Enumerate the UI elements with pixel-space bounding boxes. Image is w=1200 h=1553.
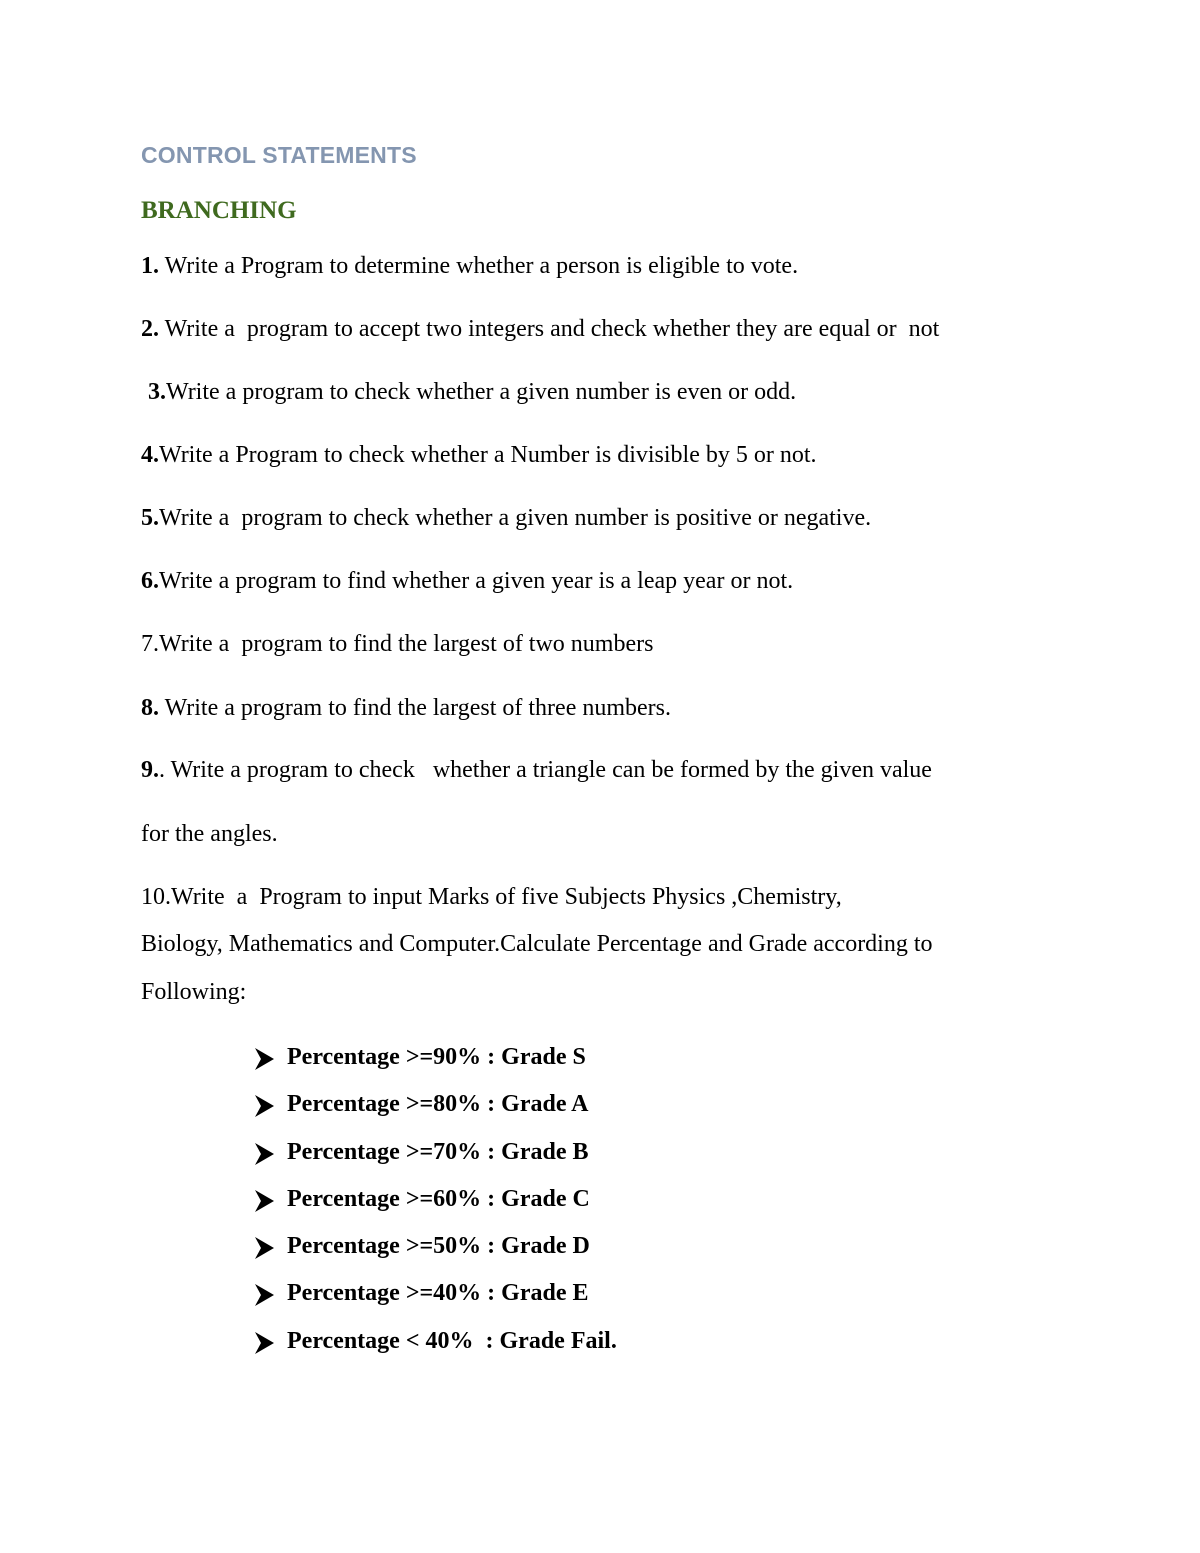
question-9 xyxy=(141,757,932,784)
question-text: . Write a program to check whether a triangle can be formed by the given value xyxy=(159,757,932,783)
question-text: Biology, Mathematics and Computer.Calculate Percentage and Grade according to xyxy=(141,931,933,957)
grade-item xyxy=(254,1044,586,1091)
question-number: 9. xyxy=(141,757,159,783)
question-number: 1. xyxy=(141,253,159,279)
question-3 xyxy=(148,379,796,406)
question-number: 2. xyxy=(141,316,159,342)
document-title: CONTROL STATEMENTS xyxy=(141,142,417,168)
arrowhead-bullet-icon xyxy=(254,1284,274,1306)
question-10 xyxy=(141,884,842,911)
question-10-line-3 xyxy=(141,979,246,1006)
grade-item xyxy=(254,1233,590,1280)
arrowhead-bullet-icon xyxy=(254,1237,274,1259)
grade-item xyxy=(254,1185,590,1233)
question-4 xyxy=(141,442,817,469)
question-number: 3. xyxy=(148,379,166,405)
arrowhead-bullet-icon xyxy=(254,1048,274,1070)
question-number: 5. xyxy=(141,505,159,531)
arrowhead-bullet-icon xyxy=(254,1095,274,1117)
question-8 xyxy=(141,695,671,722)
grade-text: Percentage >=80% : Grade A xyxy=(287,1091,589,1118)
question-9-continued xyxy=(141,821,278,848)
question-10-line-2 xyxy=(141,931,933,958)
grade-item xyxy=(254,1138,589,1186)
grade-item xyxy=(254,1327,617,1375)
question-text: for the angles. xyxy=(141,821,278,847)
grade-text: Percentage >=90% : Grade S xyxy=(287,1044,586,1070)
question-text: Write a program to accept two integers and check whether they are equal or not xyxy=(159,316,940,342)
grade-text: Percentage >=50% : Grade D xyxy=(287,1233,590,1260)
question-number: 10. xyxy=(141,884,171,910)
question-text: Write a program to find the largest of three numbers. xyxy=(159,695,671,721)
question-2 xyxy=(141,316,939,343)
question-text: Write a program to find the largest of two numbers xyxy=(159,631,654,657)
question-number: 6. xyxy=(141,568,159,594)
arrowhead-bullet-icon xyxy=(254,1332,274,1354)
section-heading: BRANCHING xyxy=(141,197,297,224)
question-7 xyxy=(141,631,653,658)
grade-text: Percentage >=60% : Grade C xyxy=(287,1185,590,1212)
grade-text: Percentage >=40% : Grade E xyxy=(287,1280,589,1307)
grade-text: Percentage < 40% : Grade Fail. xyxy=(287,1327,617,1354)
question-text: Write a Program to check whether a Number is divisible by 5 or not. xyxy=(159,442,817,468)
question-number: 8. xyxy=(141,695,159,721)
question-text: Write a program to find whether a given year is a leap year or not. xyxy=(159,568,794,594)
question-1 xyxy=(141,253,798,280)
grade-item xyxy=(254,1280,589,1327)
question-6 xyxy=(141,568,793,595)
question-text: Write a program to check whether a given number is positive or negative. xyxy=(159,505,872,531)
arrowhead-bullet-icon xyxy=(254,1190,274,1212)
question-number: 7. xyxy=(141,631,159,657)
question-number: 4. xyxy=(141,442,159,468)
question-5 xyxy=(141,505,871,532)
question-text: Write a Program to determine whether a person is eligible to vote. xyxy=(159,253,799,279)
grade-item xyxy=(254,1091,589,1138)
grade-text: Percentage >=70% : Grade B xyxy=(287,1138,589,1165)
arrowhead-bullet-icon xyxy=(254,1143,274,1165)
grade-list xyxy=(254,1044,617,1375)
question-text: Write a Program to input Marks of five Subjects Physics ,Chemistry, xyxy=(171,884,842,910)
question-text: Following: xyxy=(141,979,247,1005)
question-text: Write a program to check whether a given number is even or odd. xyxy=(166,379,797,405)
